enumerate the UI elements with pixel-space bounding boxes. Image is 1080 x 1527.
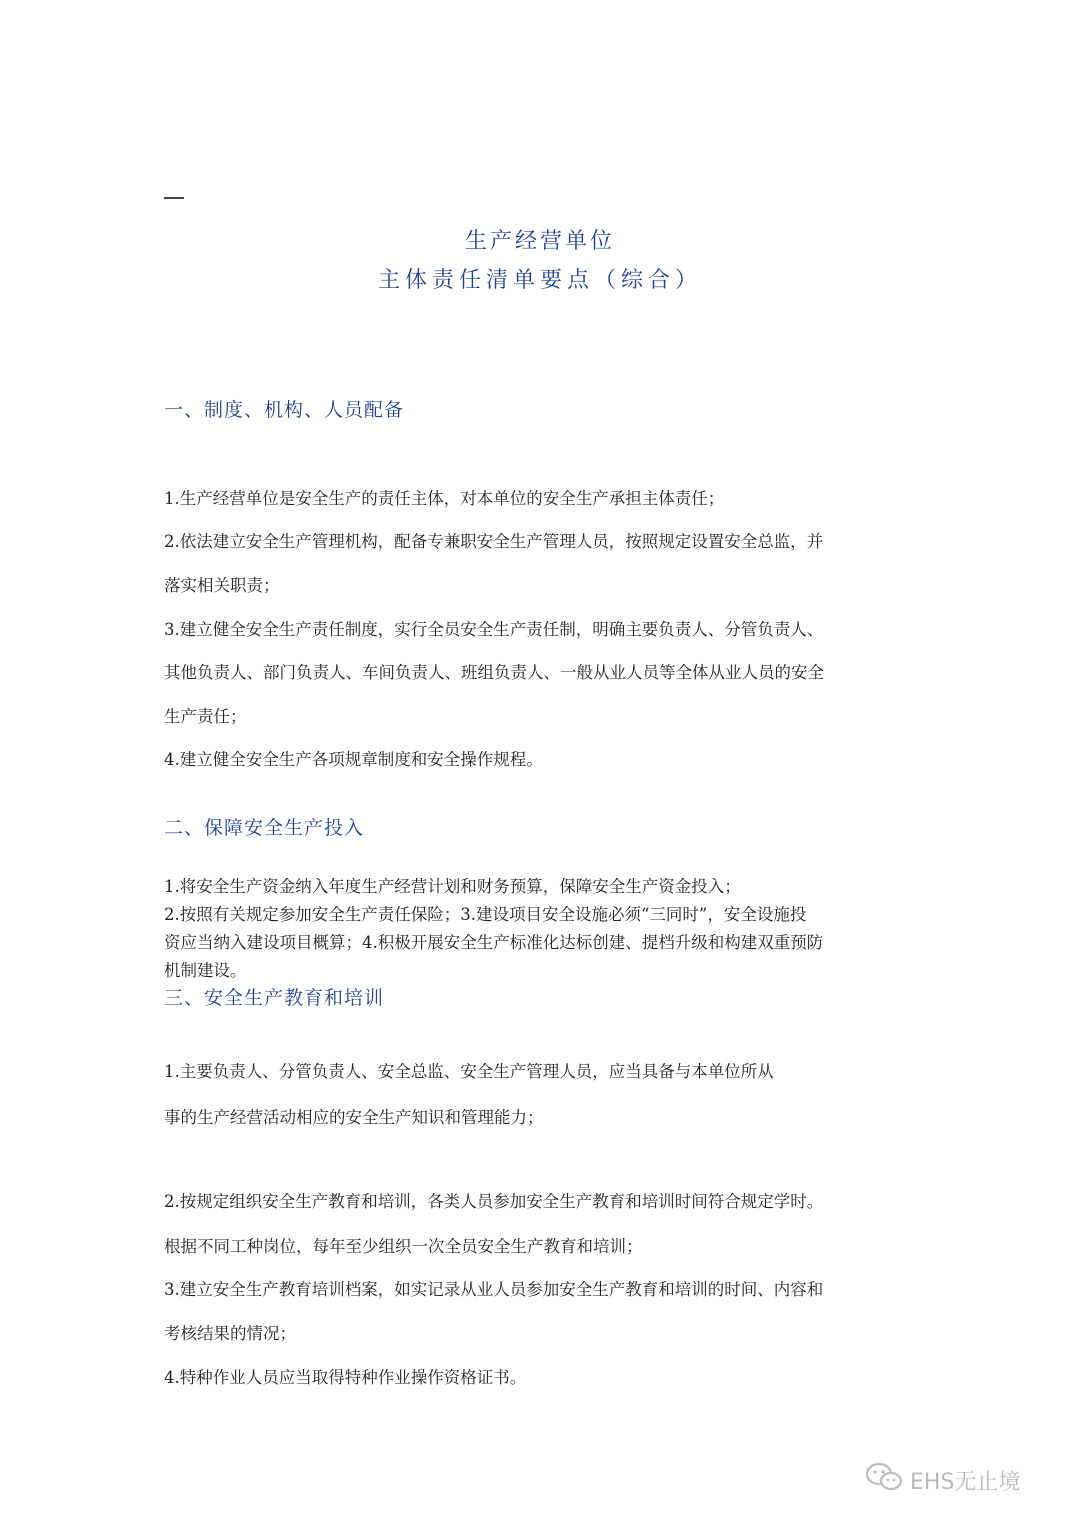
section1-line-7: 4.建立健全安全生产各项规章制度和安全操作规程。 — [164, 750, 543, 769]
watermark — [864, 1460, 1054, 1500]
section1-line-6: 生产责任； — [164, 707, 247, 726]
document-title-line2: 主体责任清单要点（综合） — [377, 268, 702, 293]
section2-line-1: 1.将安全生产资金纳入年度生产经营计划和财务预算，保障安全生产资金投入； — [164, 877, 741, 896]
section3-line-3: 2.按规定组织安全生产教育和培训，各类人员参加安全生产教育和培训时间符合规定学时。 — [164, 1192, 824, 1211]
section-heading-3: 三、安全生产教育和培训 — [164, 987, 385, 1009]
section-heading-2: 二、保障安全生产投入 — [164, 817, 365, 839]
section1-line-2: 2.依法建立安全生产管理机构，配备专兼职安全生产管理人员，按照规定设置安全总监，并 — [164, 532, 824, 551]
section3-line-7: 4.特种作业人员应当取得特种作业操作资格证书。 — [164, 1368, 527, 1387]
section3-line-2: 事的生产经营活动相应的安全生产知识和管理能力； — [164, 1108, 544, 1127]
section1-line-4: 3.建立健全安全生产责任制度，实行全员安全生产责任制，明确主要负责人、分管负责人、 — [164, 620, 824, 639]
section2-line-2: 2.按照有关规定参加安全生产责任保险；3.建设项目安全设施必须“三同时”，安全设施投 — [164, 905, 807, 924]
section2-line-3: 资应当纳入建设项目概算；4.积极开展安全生产标准化达标创建、提档升级和构建双重预防 — [164, 933, 824, 952]
section3-line-5: 3.建立安全生产教育培训档案，如实记录从业人员参加安全生产教育和培训的时间、内容和 — [164, 1280, 824, 1299]
section1-line-1: 1.生产经营单位是安全生产的责任主体，对本单位的安全生产承担主体责任； — [164, 489, 725, 508]
section1-line-5: 其他负责人、部门负责人、车间负责人、班组负责人、一般从业人员等全体从业人员的安全 — [164, 663, 824, 682]
section3-line-1: 1.主要负责人、分管负责人、安全总监、安全生产管理人员，应当具备与本单位所从 — [164, 1062, 774, 1081]
section3-line-6: 考核结果的情况； — [164, 1324, 296, 1343]
top-dash — [164, 197, 184, 199]
section1-line-3: 落实相关职责； — [164, 576, 280, 595]
section2-line-4: 机制建设。 — [164, 961, 247, 980]
section3-line-4: 根据不同工种岗位，每年至少组织一次全员安全生产教育和培训； — [164, 1237, 643, 1256]
section-heading-1: 一、制度、机构、人员配备 — [164, 399, 405, 421]
watermark-text: EHS无止境 — [910, 1469, 1021, 1495]
wechat-icon — [864, 1461, 910, 1499]
document-title-line1: 生产经营单位 — [464, 229, 615, 254]
